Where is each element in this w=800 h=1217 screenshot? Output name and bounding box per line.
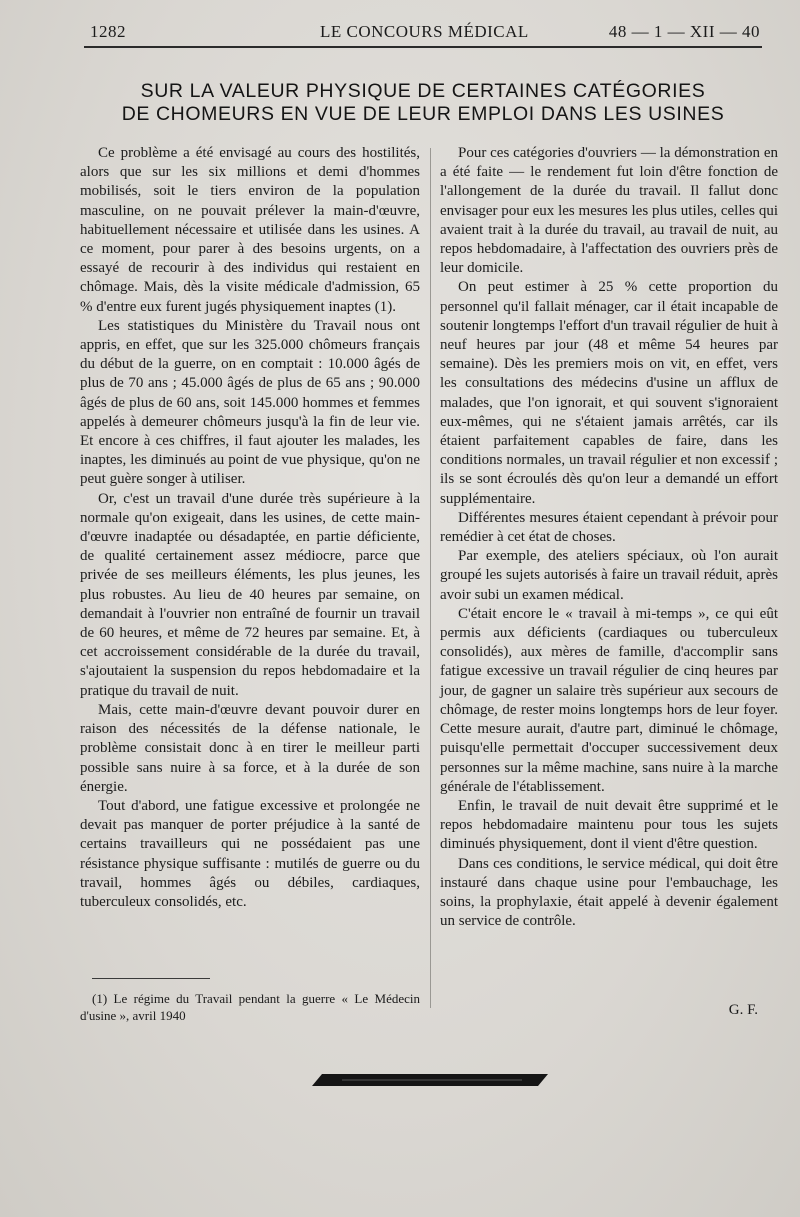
article-title (84, 80, 762, 126)
journal-title: LE CONCOURS MÉDICAL (320, 22, 529, 41)
issue-date: 48 — 1 — XII — 40 (608, 22, 760, 41)
paragraph: On peut estimer à 25 % cette proportion du personnel qu'il fallait ménager, car il était incapable de soutenir longtemps l'effort d'un travail régulier de huit à neuf heures par jour (48 et même 54 heures par semaine). Dès les premiers mois on vit, en effet, vers les consultations des médecins d'usine un afflux de malades, que l'on ignorait, et qui souvent s'ignoraient eux-mêmes, qui ne s'étaient jamais arrêtés, car ils étaient parfaitement capables de faire, dans les conditions normales, un travail régulier et non excessif ; ils se sont écroulés dès qu'on leur a demandé un effort supplémentaire. (440, 279, 778, 507)
footnote-rule (92, 978, 210, 979)
author-signature: G. F. (728, 1002, 758, 1018)
paragraph: Pour ces catégories d'ouvriers — la démonstration en a été faite — le rendement fut loin d'être fonction de l'allongement de la durée du travail. Il fallut donc envisager pour eux les mesures les plus utiles, celles qui avaient trait à la durée du travail, au travail de nuit, au repos hebdomadaire, à l'affectation des ouvriers près de leur domicile. (440, 145, 778, 277)
paragraph: Or, c'est un travail d'une durée très supérieure à la normale qu'on exigeait, dans les usines, de cette main-d'œuvre inadaptée ou désadaptée, en partie déficiente, de qualité certainement assez médiocre, parce que privée de ses meilleurs éléments, les plus jeunes, les plus robustes. Au lieu de 40 heures par semaine, on demandait à l'ouvrier non entraîné de fournir un travail de 60 heures, et même de 72 heures par semaine. Et, à cet accroissement considérable de la durée du travail, s'ajoutaient la suspension du repos hebdomadaire et la pratique du travail de nuit. (80, 490, 420, 699)
right-column (440, 144, 778, 931)
paragraph: Les statistiques du Ministère du Travail nous ont appris, en effet, que sur les 325.000 chômeurs français du début de la guerre, on en comptait : 10.000 âgés de plus de 70 ans ; 45.000 âgés de plus de 65 ans ; 90.000 âgés de plus de 60 ans, soit 145.000 hommes et femmes appelés à demeurer chômeurs jusqu'à la fin de leur vie. Et encore à ces chiffres, il faut ajouter les malades, les inaptes, les diminués au point de vue physique, qu'on ne peut guère songer à utiliser. (80, 317, 420, 488)
paragraph: Par exemple, des ateliers spéciaux, où l'on aurait groupé les sujets autorisés à faire un travail réduit, après avoir subi un examen médical. (440, 548, 778, 603)
paragraph: Tout d'abord, une fatigue excessive et prolongée ne devait pas manquer de porter préjudice à la santé de certains travailleurs qui ne possédaient pas une résistance physique suffisante : mutilés de guerre ou du travail, hommes âgés ou débiles, cardiaques, tuberculeux consolidés, etc. (80, 797, 420, 910)
left-column (80, 144, 420, 912)
paragraph: C'était encore le « travail à mi-temps », ce qui eût permis aux déficients (cardiaques ou tuberculeux consolidés), aux mères de famille, d'accomplir sans fatigue excessive un travail régulier de cinq heures par jour, de gagner un salaire très supérieur aux secours de chômage, de rester moins longtemps hors de leur foyer. Cette mesure aurait, d'autre part, diminué le chômage, puisqu'elle permettait d'occuper successivement deux personnes sur la même machine, sans nuire à la marche générale de l'établissement. (440, 605, 778, 795)
footnote (80, 990, 420, 1024)
footnote-text: (1) Le régime du Travail pendant la guerre « Le Médecin d'usine », avril 1940 (80, 991, 420, 1023)
paragraph: Dans ces conditions, le service médical, qui doit être instauré dans chaque usine pour l'embauchage, les soins, la prophylaxie, était appelé à devenir également un service de contrôle. (440, 855, 778, 930)
paragraph: Différentes mesures étaient cependant à prévoir pour remédier à cet état de choses. (440, 509, 778, 546)
title-line-2: DE CHOMEURS EN VUE DE LEUR EMPLOI DANS LES USINES (121, 103, 725, 125)
page-number: 1282 (90, 22, 126, 41)
paragraph: Ce problème a été envisagé au cours des hostilités, alors que sur les six millions et demi d'hommes mobilisés, soit le tiers environ de la population masculine, on ne pouvait prélever la main-d'œuvre, habituellement nécessaire et utilisée dans les usines. A ce moment, pour parer à des besoins urgents, on a essayé de recourir à des individus qui restaient en chômage. Mais, dès la visite médicale d'admission, 65 % d'entre eux furent jugés physiquement inaptes (1). (80, 145, 420, 315)
paragraph: Mais, cette main-d'œuvre devant pouvoir durer en raison des nécessités de la défense nationale, le problème consistait donc à en tirer le meilleur parti possible sans nuire à sa force, et à la durée de son énergie. (80, 701, 420, 795)
end-ornament (312, 1072, 548, 1088)
title-line-1: SUR LA VALEUR PHYSIQUE DE CERTAINES CATÉGORIES (140, 80, 706, 102)
header-rule (84, 46, 762, 48)
running-header (86, 22, 760, 48)
column-divider (430, 148, 431, 1008)
paragraph: Enfin, le travail de nuit devait être supprimé et le repos hebdomadaire maintenu pour tous les sujets diminués physiquement, dont il vient d'être question. (440, 797, 778, 853)
